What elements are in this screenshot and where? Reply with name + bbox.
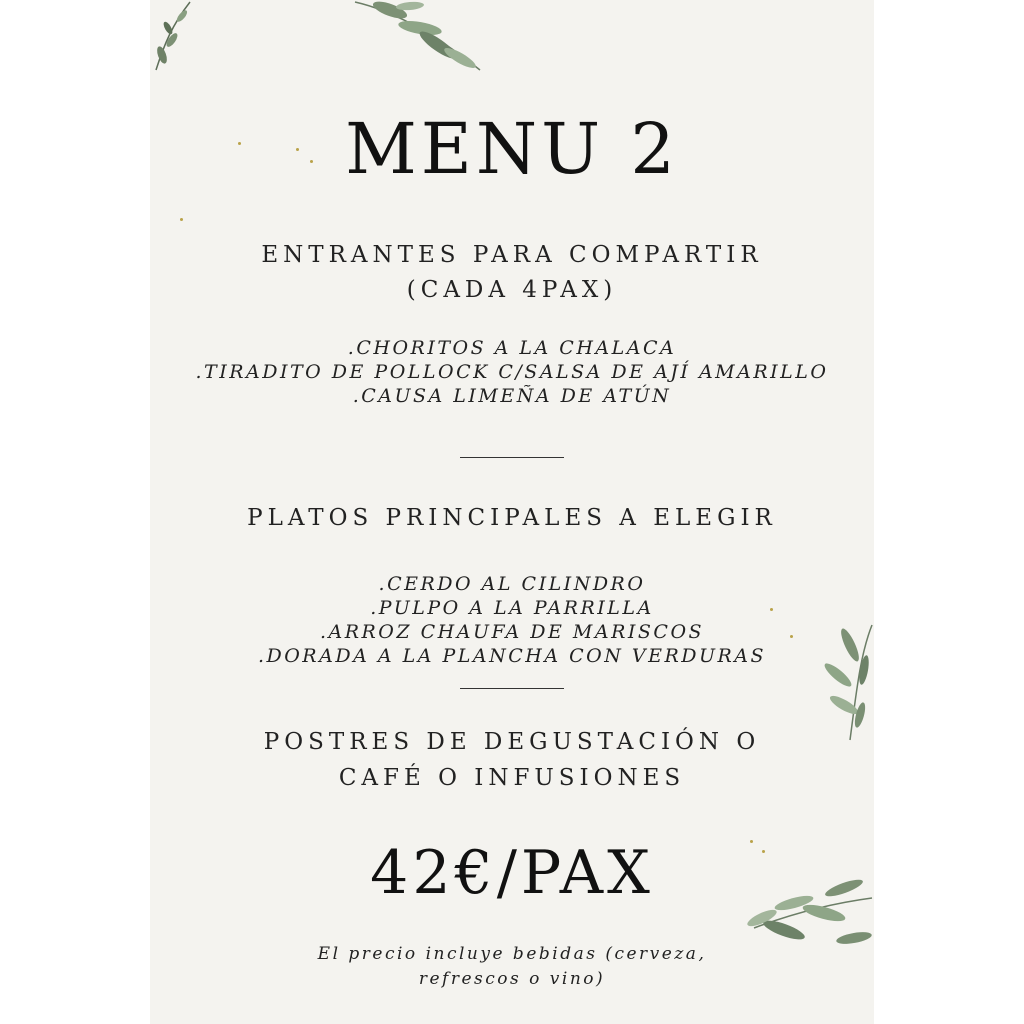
price-note	[150, 942, 874, 992]
starter-item: .TIRADITO DE POLLOCK C/SALSA DE AJÍ AMARILLO	[195, 361, 829, 383]
gold-speck	[180, 218, 183, 221]
starters-list	[150, 336, 874, 408]
starters-heading-sub: (CADA 4PAX)	[406, 277, 618, 303]
main-item: .PULPO A LA PARRILLA	[370, 597, 654, 619]
mains-list	[150, 572, 874, 668]
section-divider	[460, 457, 564, 458]
starter-item: .CAUSA LIMEÑA DE ATÚN	[352, 385, 672, 407]
starter-item: .CHORITOS A LA CHALACA	[347, 337, 677, 359]
mains-heading: PLATOS PRINCIPALES A ELEGIR	[247, 505, 777, 531]
price-note-line: El precio incluye bebidas (cerveza,	[317, 944, 707, 964]
leaf-branch-icon	[350, 0, 500, 80]
desserts-heading-2: CAFÉ O INFUSIONES	[338, 765, 686, 791]
main-item: .CERDO AL CILINDRO	[378, 573, 646, 595]
starters-heading: ENTRANTES PARA COMPARTIR	[261, 242, 763, 268]
main-item: .DORADA A LA PLANCHA CON VERDURAS	[257, 645, 767, 667]
price: 42€/PAX	[370, 838, 654, 908]
section-divider	[460, 688, 564, 689]
menu-title: MENU 2	[345, 108, 679, 190]
main-item: .ARROZ CHAUFA DE MARISCOS	[319, 621, 705, 643]
price-note-line: refrescos o vino)	[418, 969, 606, 989]
leaf-branch-icon	[150, 0, 210, 80]
menu-card	[150, 0, 874, 1024]
desserts-heading: POSTRES DE DEGUSTACIÓN O	[263, 729, 761, 755]
